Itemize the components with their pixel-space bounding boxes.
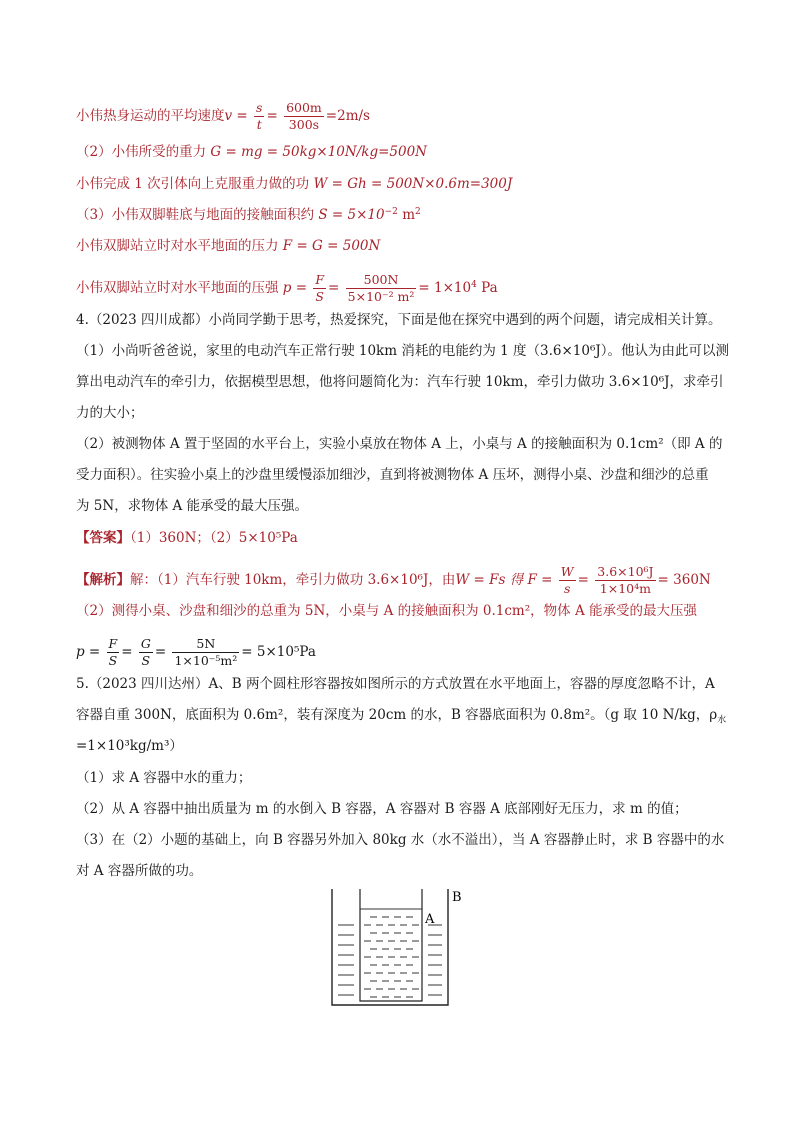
fraction-work-distance: $\frac{\text{3.6×10⁶J}}{\text{1×10⁴m}}$ — [597, 564, 654, 596]
q4-stem-5: （2）被测物体 A 置于坚固的水平台上，实验小桌放在物体 A 上，小桌与 A 的接触面积为 0.1cm²（即 A 的 — [76, 436, 723, 452]
water-in-b — [338, 925, 442, 995]
label-a: A — [425, 912, 435, 927]
label-b: B — [452, 890, 462, 905]
q5-stem-2: 容器自重 300N，底面积为 0.6m²，装有深度为 20cm 的水，B 容器底面积为 0.8m²。（g 取 10 N/kg，$\rho_水$ — [76, 707, 727, 726]
fraction-s-t: $\frac{s}{t}$ — [256, 100, 263, 132]
answer-label: 【答案】 — [76, 530, 130, 546]
fraction-5n-area: $\frac{5N}{\text{1×10⁻⁵m²}}$ — [174, 636, 238, 668]
q4-answer — [76, 528, 724, 548]
water-in-a — [360, 909, 422, 997]
q4-analysis-3: p = $\frac{F}{S}$ = $\frac{G}{S}$ = $\frac{5N}{\text{1×10⁻⁵m²}}$ = 5×10⁵Pa — [76, 636, 316, 668]
fraction-f-s-2: $\frac{F}{S}$ — [108, 636, 118, 668]
q4-stem-2: （1）小尚听爸爸说，家里的电动汽车正常行驶 10km 消耗的电能约为 1 度（3.6×10⁶J）。他认为由此可以测 — [76, 343, 730, 359]
solution-force-line: 小伟双脚站立时对水平地面的压力 F = G = 500N — [76, 238, 381, 254]
analysis-label: 【解析】 — [76, 572, 130, 588]
q5-stem-4: （1）求 A 容器中水的重力； — [76, 770, 252, 786]
q5-stem-6: （3）在（2）小题的基础上，向 B 容器另外加入 80kg 水（水不溢出），当 A 容器静止时，求 B 容器中的水 — [76, 832, 725, 848]
q4-analysis-2: （2）测得小桌、沙盘和细沙的总重为 5N，小桌与 A 的接触面积为 0.1cm²，物体 A 能承受的最大压强 — [76, 603, 697, 619]
q5-stem-5: （2）从 A 容器中抽出质量为 m 的水倒入 B 容器，A 容器对 B 容器 A 底部刚好无压力，求 m 的值； — [76, 801, 688, 817]
fraction-f-s: $\frac{F}{S}$ — [315, 272, 325, 304]
fraction-600-300: $\frac{600m}{300s}$ — [286, 100, 322, 132]
q4-stem-1: 4.（2023 四川成都）小尚同学勤于思考，热爱探究，下面是他在探究中遇到的两个问题，请完成相关计算。 — [76, 312, 722, 328]
q4-stem-7: 为 5N，求物体 A 能承受的最大压强。 — [76, 498, 309, 514]
solution-work-line: 小伟完成 1 次引体向上克服重力做的功 W = Gh = 500N×0.6m=300J — [76, 176, 513, 192]
fraction-w-s: $\frac{W}{s}$ — [560, 564, 574, 596]
answer-text: （1）360N；（2）5×10⁵Pa — [130, 530, 298, 546]
fraction-500-area: $\frac{500N}{\text{5×10⁻² m²}}$ — [347, 272, 415, 304]
q4-stem-4: 力的大小； — [76, 405, 144, 421]
solution-gravity-line: （2）小伟所受的重力 G = mg = 50kg×10N/kg=500N — [76, 144, 427, 160]
q4-stem-3: 算出电动汽车的牵引力，依据模型思想，他将问题简化为：汽车行驶 10km，牵引力做功 3.6×10⁶J，求牵引 — [76, 374, 724, 390]
container-b — [332, 889, 448, 1005]
fraction-g-s: $\frac{G}{S}$ — [140, 636, 151, 668]
q4-stem-6: 受力面积）。往实验小桌上的沙盘里缓慢添加细沙，直到将被测物体 A 压坏，测得小桌、沙盘和细沙的总重 — [76, 467, 709, 483]
container-a — [360, 889, 422, 1001]
q5-stem-1: 5.（2023 四川达州）A、B 两个圆柱形容器按如图所示的方式放置在水平地面上，容器的厚度忽略不计，A — [76, 676, 715, 692]
solution-speed-line: 小伟热身运动的平均速度v = $\frac{s}{t}$ = $\frac{600m}{300s}$ =2m/s — [76, 100, 370, 132]
q4-analysis-1: 【解析】解：（1）汽车行驶 10km，牵引力做功 3.6×10⁶J，由W = Fs 得 F = $\frac{W}{s}$ = $\frac{\text{3.6×10⁶J}}{\text{1×10⁴m}}$ = 360N — [76, 564, 711, 596]
solution-area-line: （3）小伟双脚鞋底与地面的接触面积约 $S = 5\times 10^{-2}$ $m^2$ — [76, 207, 421, 223]
containers-figure — [320, 885, 470, 1010]
speed-text: 小伟热身运动的平均速度 — [76, 108, 225, 124]
q5-stem-3: =1×10³kg/m³） — [76, 738, 183, 754]
solution-pressure-line: 小伟双脚站立时对水平地面的压强 p = $\frac{F}{S}$ = $\frac{500N}{\text{5×10⁻² m²}}$ = $1\times 10^4$ Pa — [76, 272, 498, 304]
q5-stem-7: 对 A 容器所做的功。 — [76, 863, 203, 879]
